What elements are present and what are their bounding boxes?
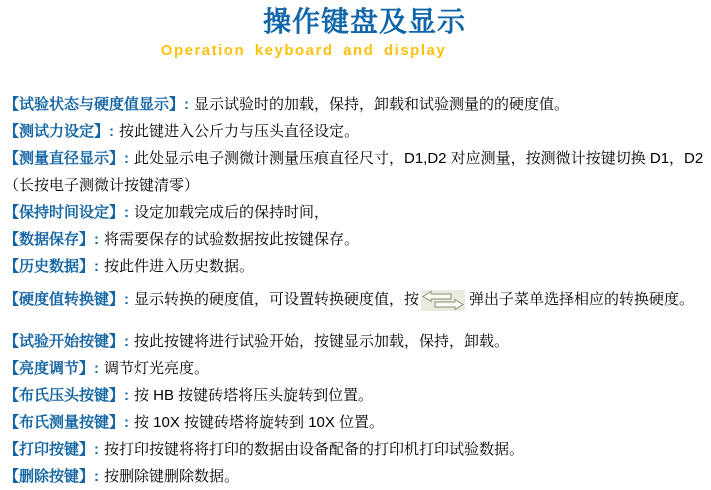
entry-text: 按删除键删除数据。 [104,468,240,485]
entry-list [0,91,711,490]
entry-label: 【历史数据】: [4,258,99,275]
entry-text: 按 10X 按键砖塔将旋转到 10X 位置。 [134,414,385,431]
entry-row [4,226,709,253]
entry-text: 按此件进入历史数据。 [104,258,255,275]
entry-text: 按打印按键将将打印的数据由设备配备的打印机打印试验数据。 [104,441,525,458]
entry-label: 【保持时间设定】: [4,204,129,221]
entry-row-hardness-convert [4,280,709,320]
entry-text: 设定加载完成后的保持时间， [134,204,330,221]
entry-row [4,355,709,382]
entry-text: 显示转换的硬度值，可设置转换硬度值，按 [134,291,420,308]
entry-label: 【数据保存】: [4,231,99,248]
entry-text: 调节灯光亮度。 [104,360,210,377]
entry-text: 按 HB 按键砖塔将压头旋转到位置。 [134,387,374,404]
entry-row [4,145,709,172]
entry-label: 【试验状态与硬度值显示】: [4,96,189,113]
manual-page [0,6,711,490]
entry-label: 【测试力设定】: [4,123,114,140]
entry-row [4,463,709,490]
entry-row-continuation [4,172,709,199]
entry-text: 将需要保存的试验数据按此按键保存。 [104,231,360,248]
entry-label: 【硬度值转换键】: [4,291,129,308]
page-subtitle: Operation keyboard and display [160,42,447,59]
entry-row [4,91,709,118]
entry-text: 此处显示电子测微计测量压痕直径尺寸，D1,D2 对应测量，按测微计按键切换 D1，D2 [134,150,704,167]
entry-row [4,382,709,409]
entry-row [4,118,709,145]
entry-row [4,199,709,226]
entry-row [4,253,709,280]
entry-label: 【亮度调节】: [4,360,99,377]
entry-text: 按此按键将进行试验开始，按键显示加载，保持，卸载。 [134,333,510,350]
entry-label: 【布氏压头按键】: [4,387,129,404]
entry-label: 【试验开始按键】: [4,333,129,350]
entry-text: （长按电子测微计按键清零） [4,177,200,194]
entry-row [4,436,709,463]
entry-text-after: 弹出子菜单选择相应的转换硬度。 [469,291,695,308]
page-title: 操作键盘及显示 [262,6,466,37]
entry-row [4,328,709,355]
entry-row [4,409,709,436]
entry-label: 【布氏测量按键】: [4,414,129,431]
swap-arrows-icon [421,290,465,311]
entry-label: 【删除按键】: [4,468,99,485]
entry-text: 按此键进入公斤力与压头直径设定。 [119,123,360,140]
entry-label: 【测量直径显示】: [4,150,129,167]
entry-text: 显示试验时的加载，保持，卸载和试验测量的的硬度值。 [194,96,570,113]
entry-label: 【打印按键】: [4,441,99,458]
